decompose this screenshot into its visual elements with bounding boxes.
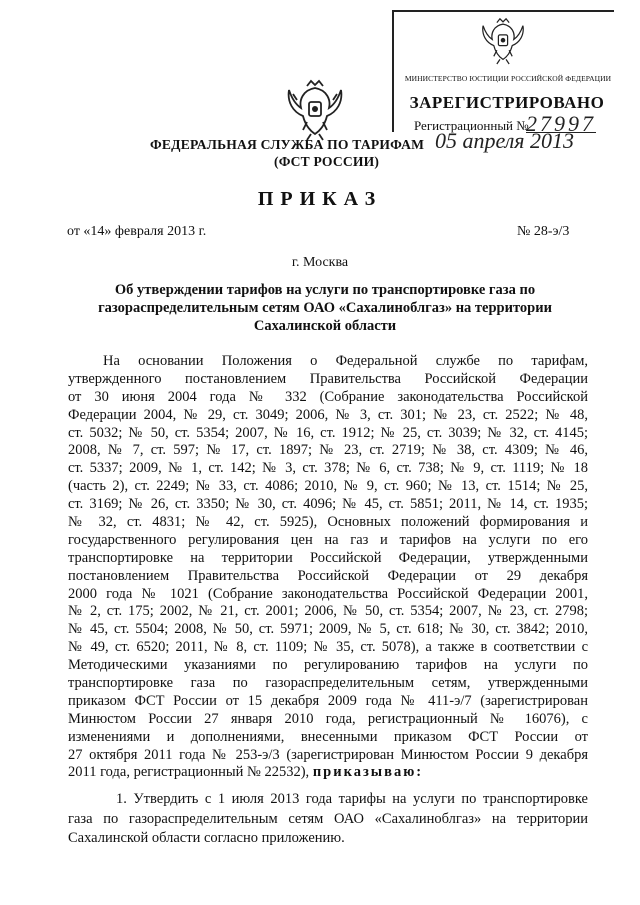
paragraph-line: На основании Положения о Федеральной службе по тарифам, bbox=[103, 353, 588, 369]
paragraph-last-line bbox=[68, 764, 588, 782]
order-number: № 28-э/3 bbox=[517, 224, 570, 239]
subject-line: Об утверждении тарифов на услуги по транспортировке газа по bbox=[114, 282, 536, 298]
paragraph-line: Методическими указаниями по регулированию тарифов на услуги по bbox=[68, 657, 588, 674]
subject-line: Сахалинской области bbox=[253, 318, 397, 334]
coat-of-arms-icon bbox=[480, 16, 526, 66]
paragraph-line: изменениями и дополнениями, внесенными приказом ФСТ России от bbox=[68, 728, 588, 745]
order-subject bbox=[90, 281, 560, 335]
paragraph-line: 2000 года № 1021 (Собрание законодательства Российской Федерации 2001, bbox=[68, 585, 588, 602]
point-line: Сахалинской области согласно приложению. bbox=[68, 830, 345, 846]
registered-label: ЗАРЕГИСТРИРОВАНО bbox=[409, 93, 605, 112]
paragraph-line: № 45, ст. 5504; 2008, № 50, ст. 5971; 2009, № 5, ст. 618; № 30, ст. 3842; 2010, bbox=[68, 621, 588, 638]
paragraph-line: № 2, ст. 175; 2002, № 21, ст. 2001; 2006, № 50, ст. 5354; 2007, № 23, ст. 2798; bbox=[68, 603, 588, 620]
agency-short-name: (ФСТ РОССИИ) bbox=[274, 154, 380, 169]
order-city: г. Москва bbox=[291, 255, 349, 270]
ministry-name: МИНИСТЕРСТВО ЮСТИЦИИ РОССИЙСКОЙ ФЕДЕРАЦИИ bbox=[404, 74, 612, 83]
paragraph-line: ст. 3169; № 26, ст. 3350; № 30, ст. 4096; № 45, ст. 5851; 2011, № 14, ст. 1935; bbox=[68, 496, 588, 513]
paragraph-line: 27 октября 2011 года № 253-э/3 (зарегистрирован Минюстом России 9 декабря bbox=[68, 746, 588, 763]
coat-of-arms-icon bbox=[285, 78, 345, 142]
paragraph-line: 2008, № 7, ст. 597; № 17, ст. 1897; № 23, ст. 2719; № 38, ст. 4309; № 46, bbox=[68, 442, 588, 459]
agency-name: ФЕДЕРАЛЬНАЯ СЛУЖБА ПО ТАРИФАМ bbox=[150, 137, 425, 152]
paragraph-line: ст. 5337; 2009, № 1, ст. 142; № 3, ст. 378; № 6, ст. 738; № 9, ст. 1119; № 18 bbox=[68, 460, 588, 477]
document-title: ПРИКАЗ bbox=[257, 188, 383, 210]
order-word: приказываю: bbox=[312, 764, 424, 781]
paragraph-line: утвержденного постановлением Правительства Российской Федерации bbox=[68, 370, 588, 387]
paragraph-line: транспортировке на территории Российской Федерации, утвержденными bbox=[68, 549, 588, 566]
paragraph-line: государственного регулирования цен на газ и тарифов на услуги по его bbox=[68, 531, 588, 548]
subject-line: газораспределительным сетям ОАО «Сахалиноблгаз» на территории bbox=[98, 300, 552, 316]
order-date: от «14» февраля 2013 г. bbox=[67, 224, 207, 239]
point-line: 1. Утвердить с 1 июля 2013 года тарифы на услуги по транспортировке bbox=[116, 791, 588, 807]
paragraph-line: Минюстом России 27 января 2010 года, регистрационный № 16076), с bbox=[68, 710, 588, 727]
paragraph-line: от 30 июня 2004 года № 332 (Собрание законодательства Российской bbox=[68, 388, 588, 405]
order-point-1 bbox=[68, 790, 588, 849]
registration-number-label: Регистрационный № bbox=[414, 118, 529, 133]
paragraph-line: Федерации 2004, № 29, ст. 3049; 2006, № 3, ст. 301; № 23, ст. 2522; № 48, bbox=[68, 406, 588, 423]
registration-number: 27997 bbox=[526, 111, 596, 136]
handwritten-date: 05 апреля 2013 bbox=[435, 128, 575, 153]
preamble-paragraph bbox=[68, 353, 588, 782]
paragraph-line: транспортировке газа по газораспределительным сетям, утвержденными bbox=[68, 675, 588, 692]
paragraph-line: ст. 5032; № 50, ст. 5354; 2007, № 16, ст. 1912; № 25, ст. 3039; № 32, ст. 4145; bbox=[68, 424, 588, 441]
paragraph-line: № 32, ст. 4831; № 42, ст. 5925), Основных положений формирования и bbox=[68, 514, 588, 531]
point-line: газа по газораспределительным сетям ОАО «Сахалиноблгаз» на территории bbox=[68, 810, 588, 827]
paragraph-line: № 49, ст. 6520; 2011, № 8, ст. 1109; № 35, ст. 5078), а также в соответствии с bbox=[68, 639, 588, 656]
registration-stamp bbox=[392, 10, 614, 136]
paragraph-line: 2011 года, регистрационный № 22532), bbox=[68, 764, 310, 781]
paragraph-line: приказом ФСТ России от 15 декабря 2009 года № 411-э/7 (зарегистрирован bbox=[68, 692, 588, 709]
paragraph-line: (часть 2), ст. 2249; № 33, ст. 4086; 2010, № 9, ст. 960; № 13, ст. 1514; № 25, bbox=[68, 478, 588, 495]
paragraph-line: постановлением Правительства Российской Федерации от 29 декабря bbox=[68, 567, 588, 584]
